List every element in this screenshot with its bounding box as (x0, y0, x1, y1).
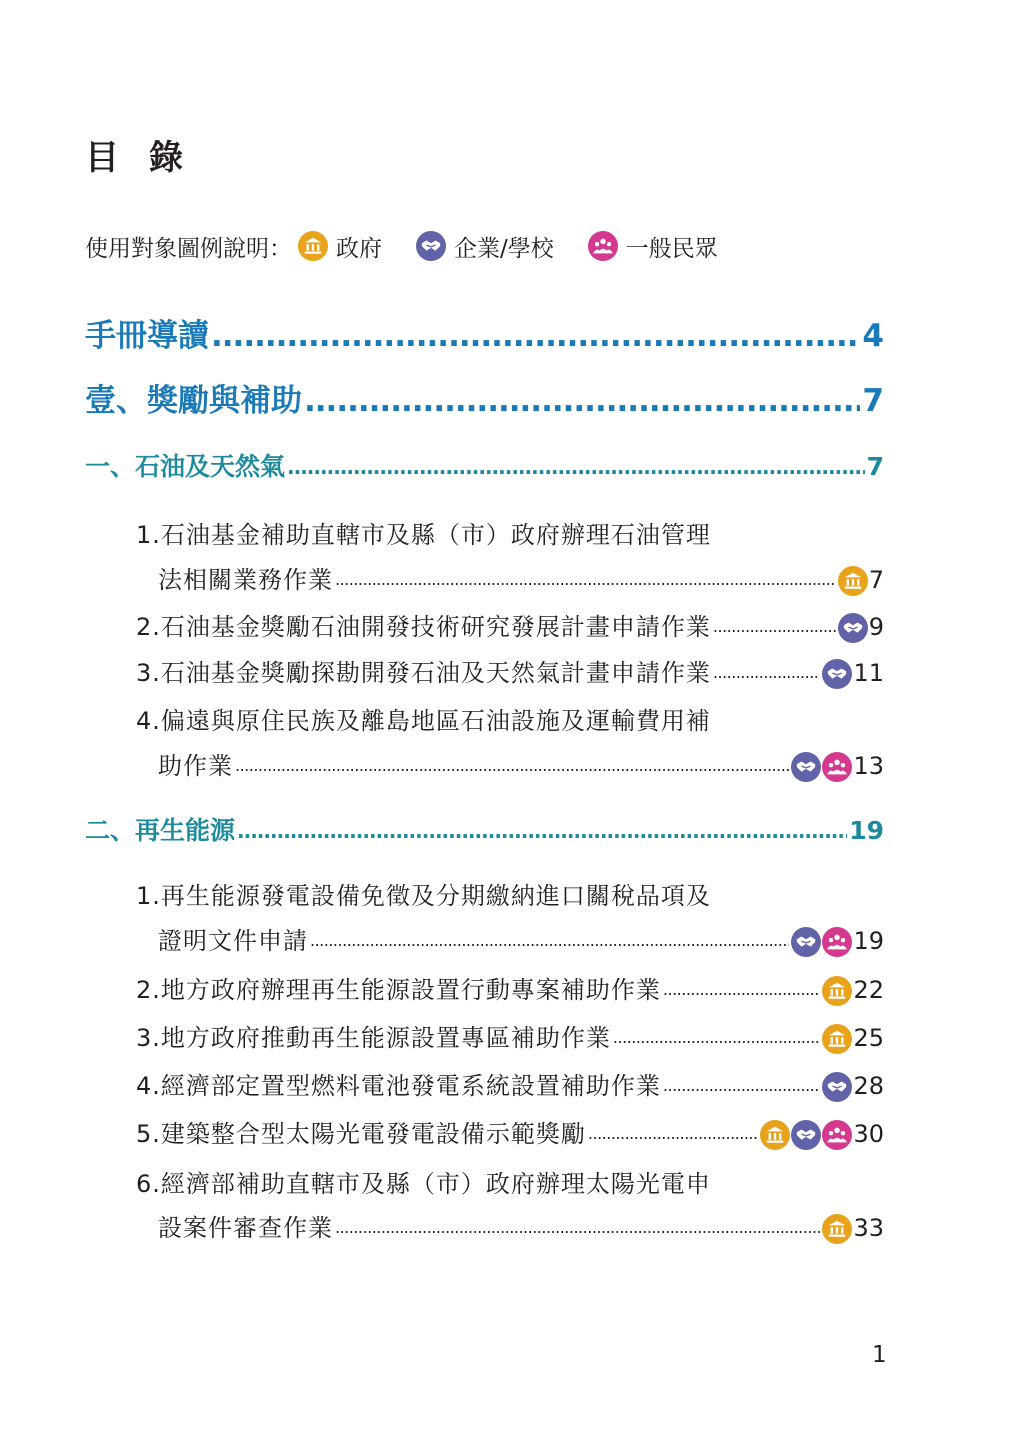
handshake-icon (791, 1120, 821, 1150)
toc-entry-page: 19 (849, 816, 884, 845)
toc-entry-label: 壹、獎勵與補助 (85, 383, 302, 419)
government-icon (298, 231, 328, 261)
dot-leader (663, 1070, 821, 1102)
toc-entry-page: 30 (853, 1120, 884, 1148)
toc-entry-label: 2.石油基金獎勵石油開發技術研究發展計畫申請作業 (136, 613, 711, 641)
people-icon (822, 1120, 852, 1150)
toc-entry[interactable] (158, 1212, 884, 1244)
toc-entry-label: 助作業 (158, 752, 233, 780)
dot-leader (335, 1212, 820, 1244)
toc-entry-title-line: 6.經濟部補助直轄市及縣（市）政府辦理太陽光電申 (136, 1170, 711, 1198)
legend-government: 政府 (336, 235, 382, 262)
toc-entry-label: 2.地方政府辦理再生能源設置行動專案補助作業 (136, 976, 661, 1004)
dot-leader (211, 316, 860, 356)
dot-leader (287, 450, 865, 484)
toc-entry-label: 3.石油基金獎勵探勘開發石油及天然氣計畫申請作業 (136, 659, 711, 687)
toc-entry-title-line: 1.再生能源發電設備免徵及分期繳納進口關稅品項及 (136, 882, 711, 910)
government-icon (822, 1024, 852, 1054)
dot-leader (663, 974, 821, 1006)
toc-entry[interactable] (136, 657, 884, 689)
dot-leader (335, 564, 836, 596)
toc-entry-label: 一、石油及天然氣 (85, 452, 286, 481)
people-icon (588, 231, 618, 261)
toc-entry[interactable] (136, 1022, 884, 1054)
dot-leader (237, 814, 847, 848)
people-icon (822, 752, 852, 782)
toc-entry-label: 法相關業務作業 (158, 566, 333, 594)
toc-entry-label: 手冊導讀 (85, 318, 209, 354)
toc-entry-page: 22 (853, 976, 884, 1004)
page-number: 1 (872, 1342, 887, 1368)
toc-entry[interactable] (136, 974, 884, 1006)
audience-icons (822, 976, 853, 1006)
toc-entry[interactable] (85, 450, 884, 484)
toc-entry-page: 25 (853, 1024, 884, 1052)
handshake-icon (791, 927, 821, 957)
handshake-icon (822, 659, 852, 689)
dot-leader (713, 611, 836, 643)
audience-icons (791, 752, 853, 782)
toc-entry-page: 33 (853, 1214, 884, 1242)
toc-entry-page: 13 (853, 752, 884, 780)
toc-entry-title-line: 1.石油基金補助直轄市及縣（市）政府辦理石油管理 (136, 521, 711, 549)
toc-entry[interactable] (136, 611, 884, 643)
page-title: 目錄 (85, 138, 213, 178)
toc-entry-label: 3.地方政府推動再生能源設置專區補助作業 (136, 1024, 611, 1052)
audience-icons (822, 659, 853, 689)
government-icon (822, 976, 852, 1006)
toc-entry[interactable] (85, 381, 884, 421)
dot-leader (588, 1118, 759, 1150)
audience-icons (822, 1214, 853, 1244)
toc-entry-title-line: 4.偏遠與原住民族及離島地區石油設施及運輸費用補 (136, 707, 711, 735)
dot-leader (235, 750, 789, 782)
audience-icons (791, 927, 853, 957)
government-icon (822, 1214, 852, 1244)
audience-icons (822, 1072, 853, 1102)
dot-leader (613, 1022, 821, 1054)
toc-entry[interactable] (158, 564, 884, 596)
audience-icons (822, 1024, 853, 1054)
toc-entry-label: 設案件審查作業 (158, 1214, 333, 1242)
toc-entry-page: 4 (862, 318, 884, 354)
toc-entry-label: 證明文件申請 (158, 927, 308, 955)
audience-icons (760, 1120, 853, 1150)
government-icon (760, 1120, 790, 1150)
toc-entry[interactable] (85, 814, 884, 848)
dot-leader (310, 925, 789, 957)
legend (85, 226, 718, 266)
toc-entry[interactable] (158, 750, 884, 782)
toc-entry-page: 7 (868, 566, 884, 594)
handshake-icon (791, 752, 821, 782)
dot-leader (713, 657, 821, 689)
audience-icons (838, 566, 869, 596)
legend-label: 使用對象圖例說明： (85, 235, 292, 262)
handshake-icon (416, 231, 446, 261)
toc-entry-page: 7 (866, 452, 884, 481)
toc-entry-page: 28 (853, 1072, 884, 1100)
toc-entry-page: 19 (853, 927, 884, 955)
toc-entry-page: 9 (868, 613, 884, 641)
people-icon (822, 927, 852, 957)
toc-entry-label: 二、再生能源 (85, 816, 236, 845)
government-icon (838, 566, 868, 596)
toc-entry[interactable] (136, 1070, 884, 1102)
legend-business: 企業/學校 (454, 235, 554, 262)
toc-entry[interactable] (136, 1118, 884, 1150)
handshake-icon (822, 1072, 852, 1102)
toc-entry-page: 11 (853, 659, 884, 687)
toc-entry-page: 7 (862, 383, 884, 419)
dot-leader (304, 381, 860, 421)
toc-entry-label: 5.建築整合型太陽光電發電設備示範獎勵 (136, 1120, 586, 1148)
audience-icons (838, 613, 869, 643)
handshake-icon (838, 613, 868, 643)
toc-entry[interactable] (158, 925, 884, 957)
toc-entry[interactable] (85, 316, 884, 356)
toc-entry-label: 4.經濟部定置型燃料電池發電系統設置補助作業 (136, 1072, 661, 1100)
legend-public: 一般民眾 (625, 235, 718, 262)
